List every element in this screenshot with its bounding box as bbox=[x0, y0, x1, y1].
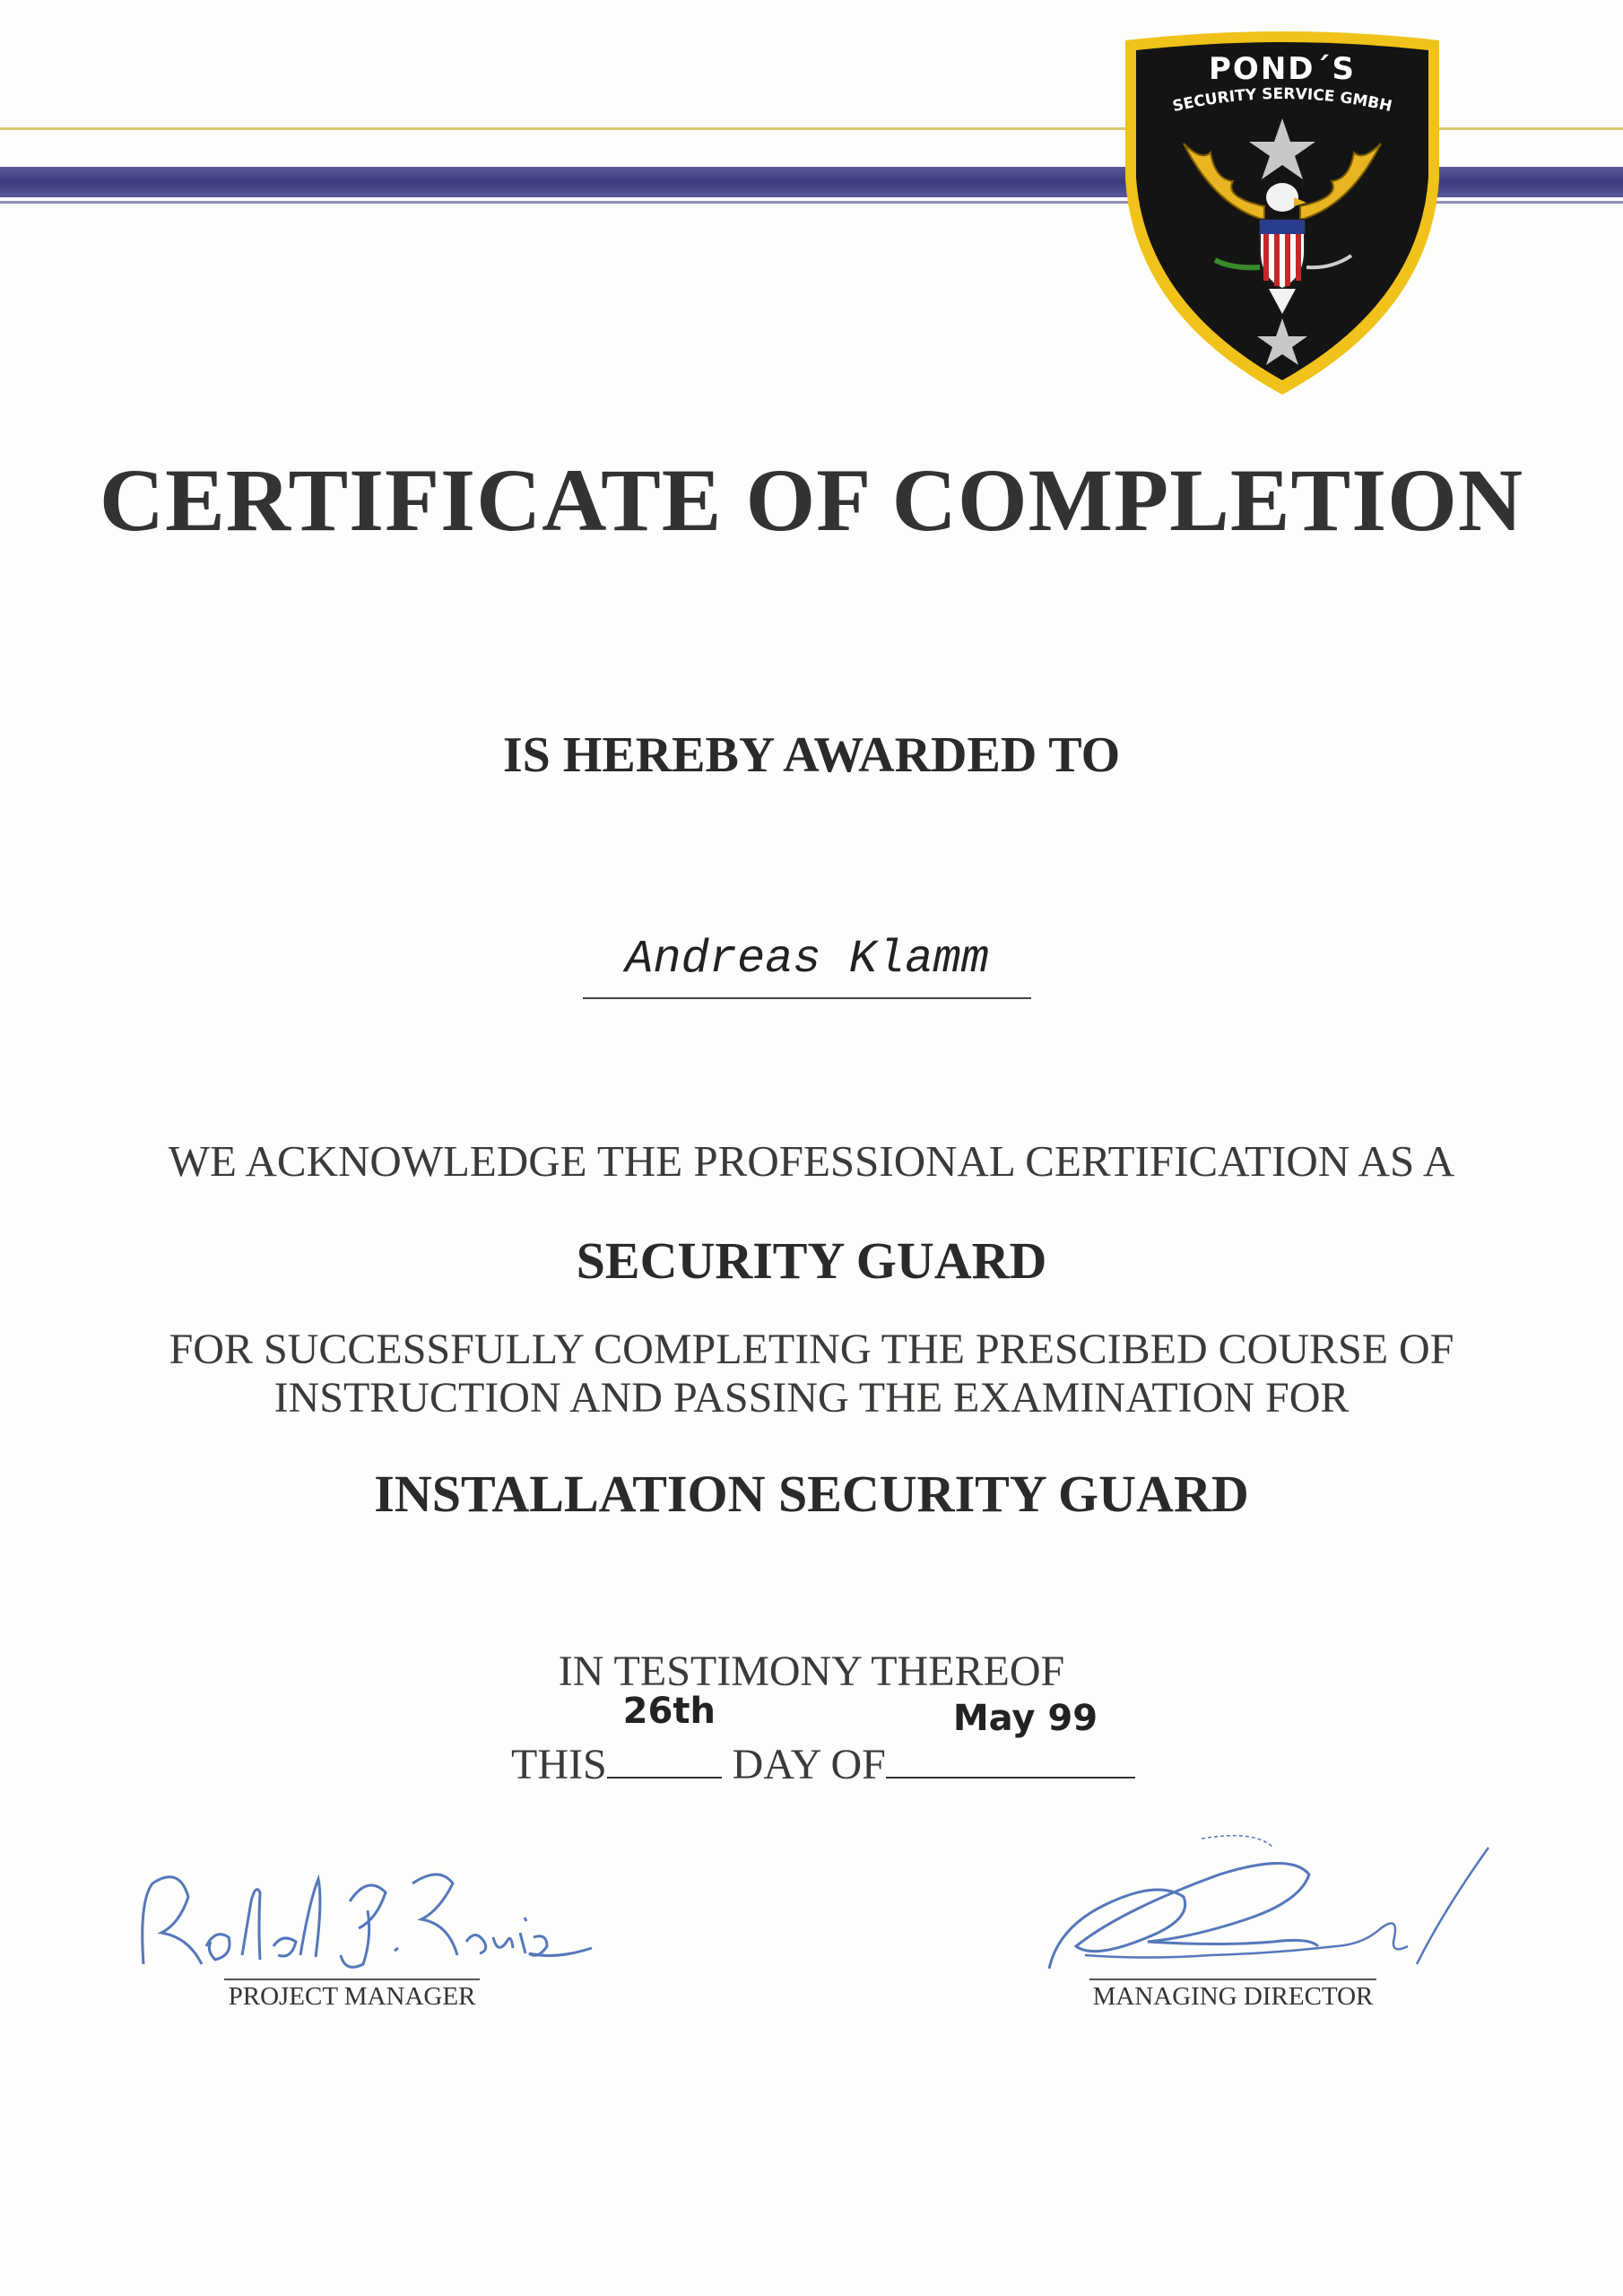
day-of-label: DAY OF bbox=[732, 1741, 886, 1788]
recipient-name-underline bbox=[583, 997, 1031, 999]
month-year-value: May 99 bbox=[952, 1698, 1098, 1739]
success-line-1: FOR SUCCESSFULLY COMPLETING THE PRESCIBED COURSE OF bbox=[169, 1326, 1454, 1373]
awarded-to-text: IS HEREBY AWARDED TO bbox=[502, 727, 1121, 783]
managing-director-signature-line bbox=[1089, 1979, 1376, 1980]
acknowledge-text: WE ACKNOWLEDGE THE PROFESSIONAL CERTIFICATION AS A bbox=[168, 1136, 1455, 1186]
managing-director-signature bbox=[1040, 1812, 1506, 1982]
project-manager-label: PROJECT MANAGER bbox=[228, 1982, 476, 2011]
company-badge-logo bbox=[1116, 27, 1448, 404]
project-manager-signature bbox=[126, 1848, 628, 1982]
date-line bbox=[511, 1691, 1135, 1789]
day-value: 26th bbox=[622, 1691, 716, 1732]
month-blank bbox=[886, 1698, 1135, 1779]
success-line-2: INSTRUCTION AND PASSING THE EXAMINATION FOR bbox=[273, 1374, 1350, 1422]
badge-brand-text: POND´S bbox=[1209, 51, 1356, 87]
certificate-title: CERTIFICATE OF COMPLETION bbox=[99, 450, 1524, 550]
project-manager-signature-line bbox=[224, 1979, 480, 1980]
testimony-text: IN TESTIMONY THEREOF bbox=[558, 1648, 1065, 1695]
day-blank bbox=[607, 1691, 722, 1779]
managing-director-label: MANAGING DIRECTOR bbox=[1092, 1982, 1374, 2011]
certification-title: SECURITY GUARD bbox=[576, 1231, 1047, 1290]
recipient-name-block bbox=[583, 933, 1031, 986]
this-label: THIS bbox=[511, 1741, 607, 1788]
badge-eagle-head-icon bbox=[1266, 183, 1298, 212]
success-statement bbox=[0, 1326, 1623, 1422]
recipient-name: Andreas Klamm bbox=[625, 933, 989, 986]
course-title: INSTALLATION SECURITY GUARD bbox=[374, 1465, 1249, 1523]
badge-subtitle-text: SECURITY SERVICE GMBH bbox=[1170, 84, 1394, 117]
